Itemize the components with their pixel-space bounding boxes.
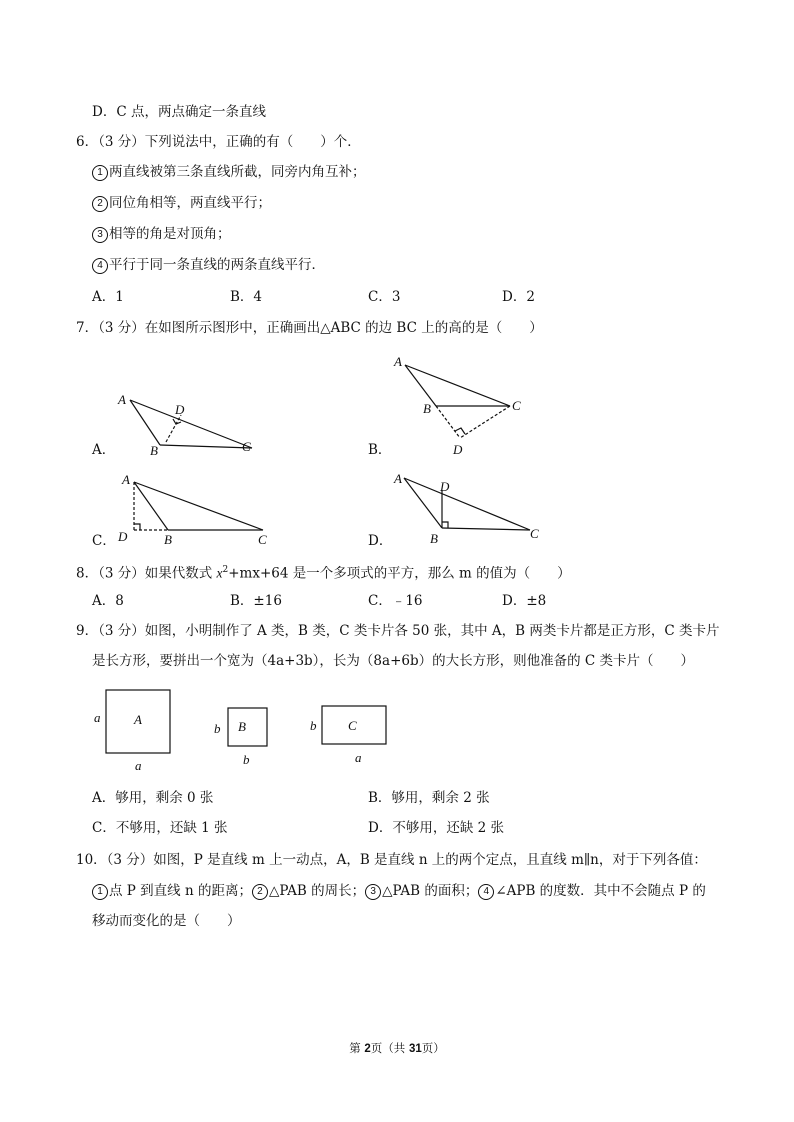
point-label-d: D xyxy=(175,402,185,417)
circled-number: 1 xyxy=(92,884,108,900)
card-c-label: C xyxy=(348,718,357,733)
statement-text: 平行于同一条直线的两条直线平行． xyxy=(109,257,325,273)
circled-number: 2 xyxy=(252,884,268,900)
q7-label-b: B． xyxy=(368,442,392,458)
item-text: △PAB 的周长； xyxy=(268,883,366,899)
q9-option-d: D．不够用，还缺 2 张 xyxy=(368,820,504,836)
item-text: 点 P 到直线 n 的距离； xyxy=(109,883,252,899)
page-footer xyxy=(0,1040,794,1056)
stem-suffix: +mx+64 是一个多项式的平方，那么 m 的值为（ ） xyxy=(228,565,571,582)
q9-stem-line1: 9．（3 分）如图，小明制作了 A 类，B 类，C 类卡片各 50 张，其中 A，B 两类卡片都是正方形，C 类卡片 xyxy=(76,623,720,639)
circled-number: 3 xyxy=(365,884,381,900)
point-label-a: A xyxy=(394,354,402,369)
q10-stem-line1: 10．（3 分）如图，P 是直线 m 上一动点，A，B 是直线 n 上的两个定点，且直线 m∥n，对于下列各值： xyxy=(76,852,707,868)
circled-number: 3 xyxy=(92,227,108,243)
card-b-bottom-label: b xyxy=(243,752,250,767)
q9-option-a: A．够用，剩余 0 张 xyxy=(92,790,214,806)
card-a-bottom-label: a xyxy=(135,758,142,773)
footer-prefix: 第 xyxy=(349,1041,365,1055)
statement-text: 同位角相等，两直线平行； xyxy=(109,195,271,211)
q5-option-d: D．C 点，两点确定一条直线 xyxy=(92,104,266,120)
q9-option-c: C．不够用，还缺 1 张 xyxy=(92,820,228,836)
q10-items xyxy=(92,882,706,900)
circled-number: 1 xyxy=(92,165,108,181)
item-text: ∠APB 的度数．其中不会随点 P 的 xyxy=(495,883,706,899)
point-label-b: B xyxy=(423,401,431,416)
total-pages: 31 xyxy=(408,1043,422,1055)
q6-stem: 6．（3 分）下列说法中，正确的有（ ）个． xyxy=(76,134,361,150)
point-label-c: C xyxy=(258,532,267,547)
footer-middle: 页（共 xyxy=(370,1041,409,1055)
q10-stem-line3: 移动而变化的是（ ） xyxy=(92,913,241,929)
card-a-side-label: a xyxy=(94,710,101,725)
point-label-d: D xyxy=(118,529,128,544)
item-text: △PAB 的面积； xyxy=(382,883,479,899)
q6-option-c: C．3 xyxy=(368,289,401,305)
point-label-b: B xyxy=(150,443,158,458)
q6-option-a: A．1 xyxy=(92,289,124,305)
stem-variable: x xyxy=(216,565,223,581)
card-b-square xyxy=(228,708,267,746)
card-a-label: A xyxy=(134,712,142,727)
q7-label-c: C． xyxy=(92,533,116,549)
q7-stem: 7．（3 分）在如图所示图形中，正确画出△ABC 的边 BC 上的高的是（ ） xyxy=(76,320,543,336)
stem-exponent: 2 xyxy=(222,565,229,575)
stem-prefix: 8．（3 分）如果代数式 xyxy=(76,565,217,582)
q8-option-b: B．±16 xyxy=(230,593,282,609)
point-label-b: B xyxy=(430,531,438,546)
point-label-c: C xyxy=(530,526,539,541)
point-label-b: B xyxy=(164,532,172,547)
q8-option-c: C．﹣16 xyxy=(368,593,423,609)
card-b-side-label: b xyxy=(214,721,221,736)
q7-label-a: A． xyxy=(92,442,116,458)
q8-option-d: D．±8 xyxy=(502,593,547,609)
point-label-d: D xyxy=(453,442,463,457)
q9-option-b: B．够用，剩余 2 张 xyxy=(368,790,490,806)
statement-text: 两直线被第三条直线所截，同旁内角互补； xyxy=(109,164,366,180)
q6-option-d: D．2 xyxy=(502,289,535,305)
circled-number: 4 xyxy=(478,884,494,900)
footer-suffix: 页） xyxy=(421,1041,445,1055)
circled-number: 2 xyxy=(92,196,108,212)
point-label-a: A xyxy=(118,392,126,407)
circled-number: 4 xyxy=(92,258,108,274)
page-number: 2 xyxy=(364,1043,371,1055)
point-label-a: A xyxy=(122,472,130,487)
q7-label-d: D． xyxy=(368,533,393,549)
q8-option-a: A．8 xyxy=(92,593,124,609)
point-label-c: C xyxy=(242,439,251,454)
card-b-label: B xyxy=(238,719,246,734)
q9-stem-line2: 是长方形，要拼出一个宽为（4a+3b），长为（8a+6b）的大长方形，则他准备的 C 类卡片（ ） xyxy=(92,653,695,669)
card-c-side-label: b xyxy=(310,718,317,733)
card-c-bottom-label: a xyxy=(355,750,362,765)
point-label-d: D xyxy=(440,479,450,494)
statement-text: 相等的角是对顶角； xyxy=(109,226,231,242)
point-label-a: A xyxy=(394,471,402,486)
q6-option-b: B．4 xyxy=(230,289,263,305)
point-label-c: C xyxy=(512,398,521,413)
